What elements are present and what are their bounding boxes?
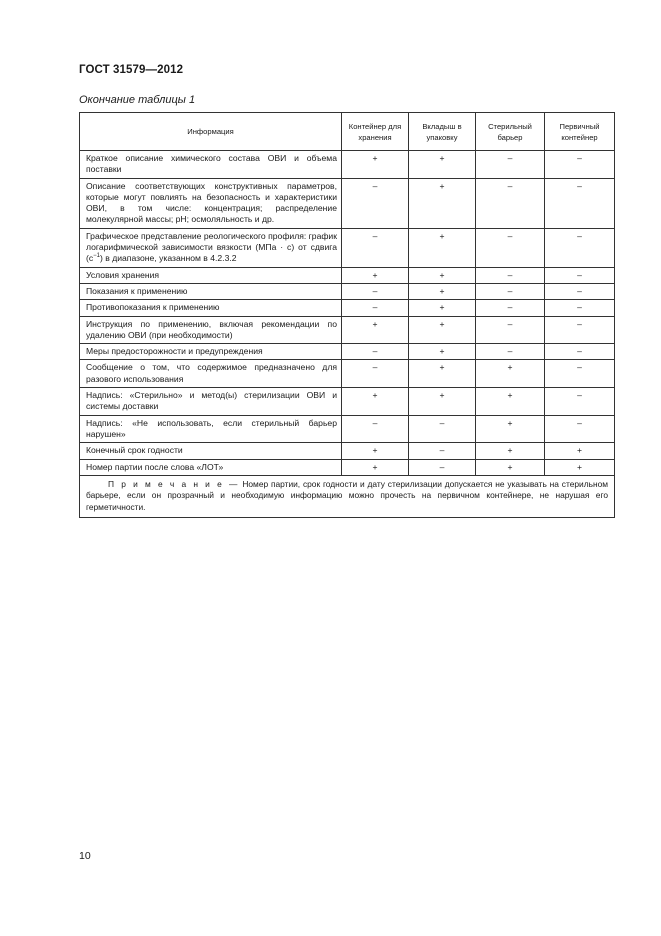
- row-mark-package-insert: –: [409, 459, 476, 475]
- information-table: [79, 112, 615, 518]
- row-info: Описание соответствующих конструктивных параметров, которые могут повлиять на безопасность и характеристики ОВИ, в том числе: концентрация; распределение молекулярной массы; pH; осмоляльность и др.: [80, 178, 342, 228]
- table-row: [80, 459, 615, 475]
- row-mark-storage-container: +: [342, 267, 409, 283]
- table-note: [80, 475, 615, 517]
- row-mark-package-insert: –: [409, 443, 476, 459]
- row-mark-primary-container: –: [545, 388, 615, 416]
- row-mark-storage-container: –: [342, 228, 409, 267]
- row-mark-storage-container: +: [342, 316, 409, 344]
- row-mark-primary-container: –: [545, 151, 615, 179]
- table-row: [80, 344, 615, 360]
- row-info: [80, 228, 342, 267]
- table-note-row: [80, 475, 615, 517]
- row-mark-primary-container: –: [545, 415, 615, 443]
- row-mark-storage-container: –: [342, 360, 409, 388]
- column-header-storage-container: Контейнер для хранения: [342, 113, 409, 151]
- table-row: [80, 151, 615, 179]
- row-mark-storage-container: +: [342, 443, 409, 459]
- row-mark-primary-container: –: [545, 267, 615, 283]
- row-info-text-suffix: ) в диапазоне, указанном в 4.2.3.2: [100, 253, 237, 264]
- table-caption: Окончание таблицы 1: [79, 94, 196, 106]
- row-mark-sterile-barrier: –: [476, 344, 545, 360]
- row-mark-sterile-barrier: –: [476, 267, 545, 283]
- row-mark-primary-container: –: [545, 360, 615, 388]
- page-number: 10: [79, 850, 91, 862]
- row-mark-primary-container: –: [545, 178, 615, 228]
- row-mark-sterile-barrier: –: [476, 300, 545, 316]
- column-header-package-insert: Вкладыш в упаковку: [409, 113, 476, 151]
- row-mark-package-insert: +: [409, 300, 476, 316]
- row-mark-storage-container: –: [342, 283, 409, 299]
- row-info: Сообщение о том, что содержимое предназначено для разового использования: [80, 360, 342, 388]
- row-mark-primary-container: +: [545, 443, 615, 459]
- row-mark-package-insert: +: [409, 151, 476, 179]
- row-info: Меры предосторожности и предупреждения: [80, 344, 342, 360]
- note-label: П р и м е ч а н и е —: [108, 478, 240, 489]
- row-info: Показания к применению: [80, 283, 342, 299]
- row-mark-package-insert: +: [409, 344, 476, 360]
- row-mark-sterile-barrier: –: [476, 178, 545, 228]
- row-info: Краткое описание химического состава ОВИ и объема поставки: [80, 151, 342, 179]
- row-mark-primary-container: +: [545, 459, 615, 475]
- table-row: [80, 415, 615, 443]
- row-mark-sterile-barrier: +: [476, 388, 545, 416]
- row-mark-primary-container: –: [545, 316, 615, 344]
- row-mark-storage-container: –: [342, 178, 409, 228]
- row-info: Противопоказания к применению: [80, 300, 342, 316]
- row-mark-package-insert: +: [409, 283, 476, 299]
- row-info: Инструкция по применению, включая рекомендации по удалению ОВИ (при необходимости): [80, 316, 342, 344]
- table-row: [80, 228, 615, 267]
- row-mark-primary-container: –: [545, 228, 615, 267]
- row-mark-primary-container: –: [545, 344, 615, 360]
- row-mark-storage-container: +: [342, 388, 409, 416]
- row-mark-storage-container: –: [342, 415, 409, 443]
- table-row: [80, 360, 615, 388]
- row-mark-package-insert: +: [409, 267, 476, 283]
- note-text: Номер партии, срок годности и дату стерилизации допускается не указывать на стерильном барьере, если он прозрачный и необходимую информацию можно прочесть на первичном контейнере, не нарушая его герметичности.: [86, 478, 608, 513]
- column-header-primary-container: Первичный контейнер: [545, 113, 615, 151]
- table-row: [80, 443, 615, 459]
- row-info: Надпись: «Не использовать, если стерильный барьер нарушен»: [80, 415, 342, 443]
- row-mark-package-insert: +: [409, 228, 476, 267]
- row-mark-package-insert: –: [409, 415, 476, 443]
- row-mark-sterile-barrier: –: [476, 228, 545, 267]
- table-row: [80, 283, 615, 299]
- row-mark-storage-container: +: [342, 459, 409, 475]
- column-header-information: Информация: [80, 113, 342, 151]
- row-info-superscript: −1: [93, 253, 101, 260]
- row-mark-primary-container: –: [545, 300, 615, 316]
- row-mark-sterile-barrier: +: [476, 360, 545, 388]
- row-info-text: Графическое представление реологического профиля: график логарифмической зависимости вязкости (МПа · с) от сдвига (с: [86, 230, 337, 264]
- row-mark-sterile-barrier: –: [476, 316, 545, 344]
- table-row: [80, 300, 615, 316]
- row-mark-storage-container: –: [342, 344, 409, 360]
- row-mark-sterile-barrier: +: [476, 443, 545, 459]
- row-mark-package-insert: +: [409, 178, 476, 228]
- row-mark-storage-container: –: [342, 300, 409, 316]
- table-row: [80, 316, 615, 344]
- table-row: [80, 178, 615, 228]
- row-info: Номер партии после слова «ЛОТ»: [80, 459, 342, 475]
- table-header-row: [80, 113, 615, 151]
- column-header-sterile-barrier: Стерильный барьер: [476, 113, 545, 151]
- row-info: Условия хранения: [80, 267, 342, 283]
- row-mark-sterile-barrier: +: [476, 459, 545, 475]
- row-mark-sterile-barrier: +: [476, 415, 545, 443]
- row-mark-storage-container: +: [342, 151, 409, 179]
- row-mark-package-insert: +: [409, 316, 476, 344]
- row-mark-package-insert: +: [409, 360, 476, 388]
- row-info: Конечный срок годности: [80, 443, 342, 459]
- row-mark-sterile-barrier: –: [476, 151, 545, 179]
- row-info: Надпись: «Стерильно» и метод(ы) стерилизации ОВИ и системы доставки: [80, 388, 342, 416]
- table-row: [80, 267, 615, 283]
- row-mark-sterile-barrier: –: [476, 283, 545, 299]
- document-header: ГОСТ 31579—2012: [79, 64, 184, 76]
- table-row: [80, 388, 615, 416]
- row-mark-package-insert: +: [409, 388, 476, 416]
- row-mark-primary-container: –: [545, 283, 615, 299]
